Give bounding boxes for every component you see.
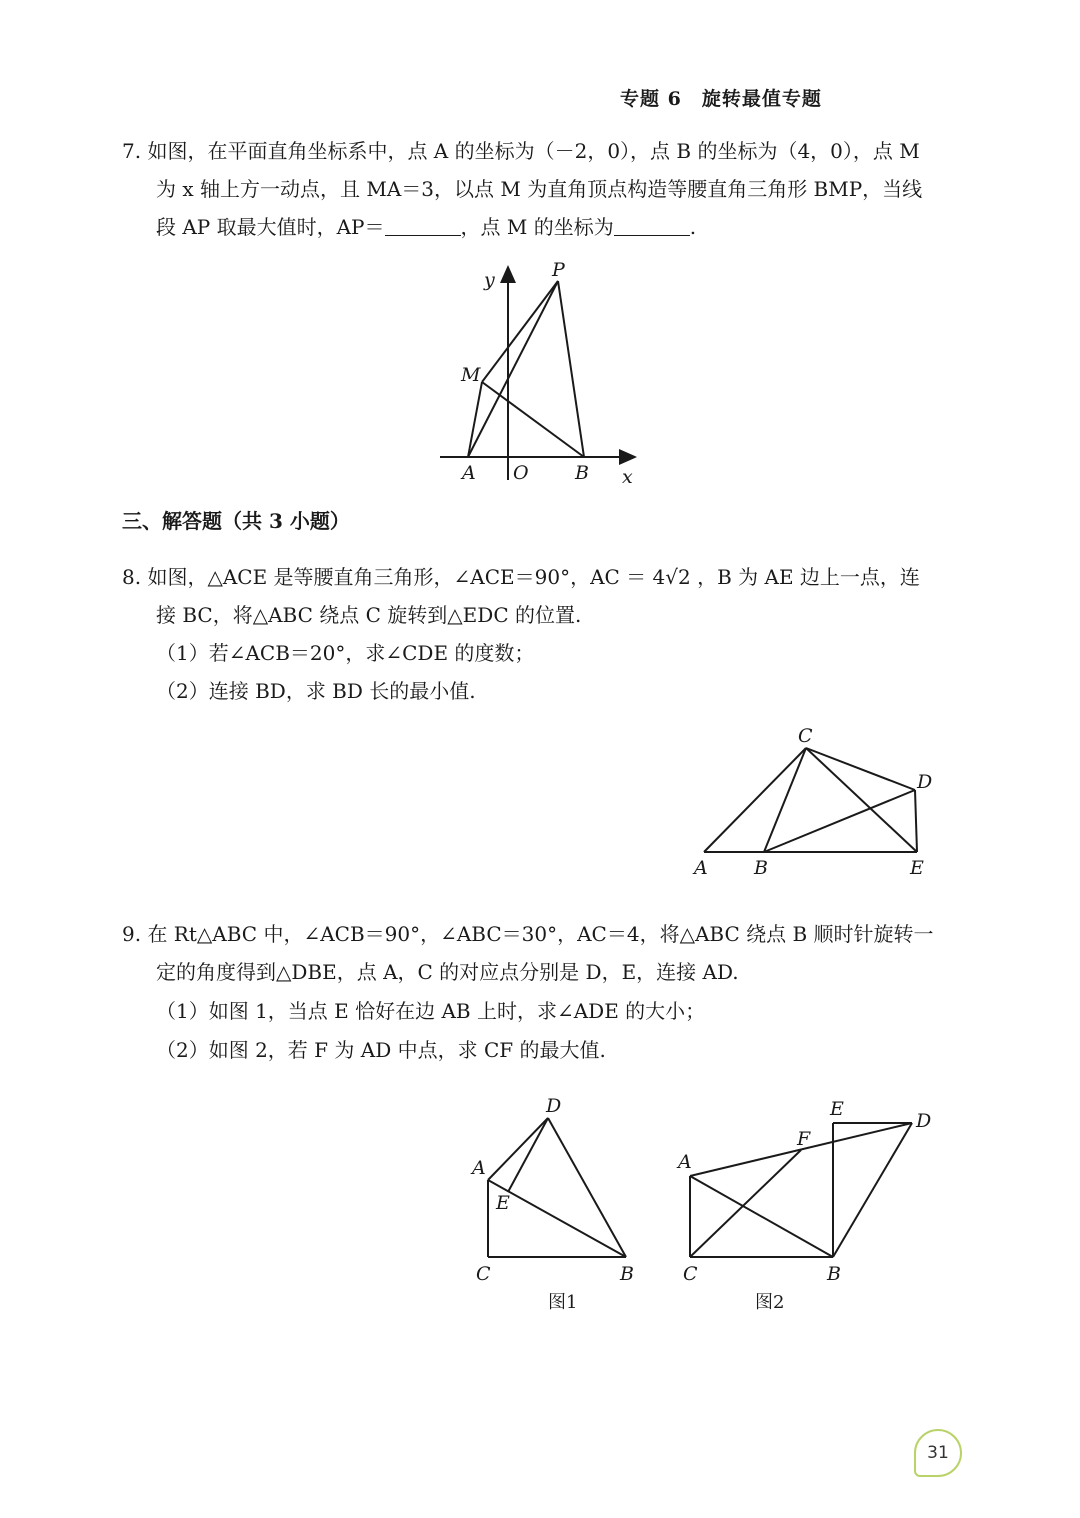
q7-line-1: 7. 如图，在平面直角坐标系中，点 A 的坐标为（－2，0），点 B 的坐标为（4，0），点 M xyxy=(122,139,920,163)
label-x: x xyxy=(622,466,633,488)
fig2-label-e: E xyxy=(830,1098,844,1120)
q7-figure xyxy=(430,255,650,495)
label-e: E xyxy=(910,857,924,879)
fig2-label-d: D xyxy=(916,1110,932,1132)
q9-line-1: 9. 在 Rt△ABC 中，∠ACB＝90°，∠ABC＝30°，AC＝4，将△ABC 绕点 B 顺时针旋转一 xyxy=(122,922,934,946)
label-a: A xyxy=(462,462,476,484)
fig2-label-a: A xyxy=(678,1151,692,1173)
fig2-label-c: C xyxy=(683,1263,698,1285)
q9-figures xyxy=(460,1088,960,1328)
segment-pb xyxy=(558,281,584,457)
label-d: D xyxy=(917,771,933,793)
q7-line-3a: 段 AP 取最大值时，AP＝ xyxy=(156,215,385,239)
q8-line-1: 8. 如图，△ACE 是等腰直角三角形，∠ACE＝90°，AC ＝ 4√2 ，B 为 AE 边上一点，连 xyxy=(122,565,920,589)
segment-ac xyxy=(704,748,806,852)
segment-cd xyxy=(806,748,915,790)
fig1-label-b: B xyxy=(620,1263,634,1285)
segment-bd xyxy=(764,790,915,852)
segment-mp xyxy=(482,281,558,382)
label-p: P xyxy=(552,259,565,281)
label-m: M xyxy=(461,364,481,386)
q9-figure-1 xyxy=(488,1118,626,1257)
fig1-label-e: E xyxy=(496,1192,510,1214)
section-title: 三、解答题（共 3 小题） xyxy=(122,509,350,533)
segment-am xyxy=(468,382,482,457)
fig1-label-c: C xyxy=(476,1263,491,1285)
answer-blank-ap[interactable] xyxy=(385,217,461,236)
fig1-label-a: A xyxy=(472,1157,486,1179)
answer-blank-m[interactable] xyxy=(614,217,690,236)
page-number-badge: 31 xyxy=(914,1429,962,1477)
fig1-label-d: D xyxy=(546,1095,562,1117)
segment-ap xyxy=(468,281,558,457)
q9-line-4: （2）如图 2，若 F 为 AD 中点，求 CF 的最大值. xyxy=(156,1038,606,1062)
fig2-caption: 图2 xyxy=(755,1292,785,1313)
fig2-label-f: F xyxy=(797,1128,811,1150)
q9-line-3: （1）如图 1，当点 E 恰好在边 AB 上时，求∠ADE 的大小； xyxy=(156,999,706,1023)
label-c: C xyxy=(798,725,813,747)
page-header: 专题 6 旋转最值专题 xyxy=(620,88,822,110)
q7-line-3c: . xyxy=(689,215,697,239)
segment-ce xyxy=(806,748,917,852)
label-y: y xyxy=(484,269,495,291)
fig1-caption: 图1 xyxy=(548,1292,578,1313)
label-b: B xyxy=(575,462,589,484)
label-b: B xyxy=(754,857,768,879)
q8-figure xyxy=(686,722,946,882)
segment-de xyxy=(915,790,917,852)
q7-line-3b: ，点 M 的坐标为 xyxy=(460,215,614,239)
segment-mb xyxy=(482,382,584,457)
label-o: O xyxy=(513,462,529,484)
q7-line-2: 为 x 轴上方一动点，且 MA＝3，以点 M 为直角顶点构造等腰直角三角形 BMP，当线 xyxy=(156,177,923,201)
fig2-label-b: B xyxy=(827,1263,841,1285)
q9-line-2: 定的角度得到△DBE，点 A，C 的对应点分别是 D，E，连接 AD. xyxy=(156,960,739,984)
q8-line-3: （1）若∠ACB＝20°，求∠CDE 的度数； xyxy=(156,641,535,665)
q8-line-4: （2）连接 BD，求 BD 长的最小值. xyxy=(156,679,476,703)
q8-line-2: 接 BC，将△ABC 绕点 C 旋转到△EDC 的位置. xyxy=(156,603,582,627)
label-a: A xyxy=(694,857,708,879)
q7-line-3 xyxy=(156,213,696,241)
